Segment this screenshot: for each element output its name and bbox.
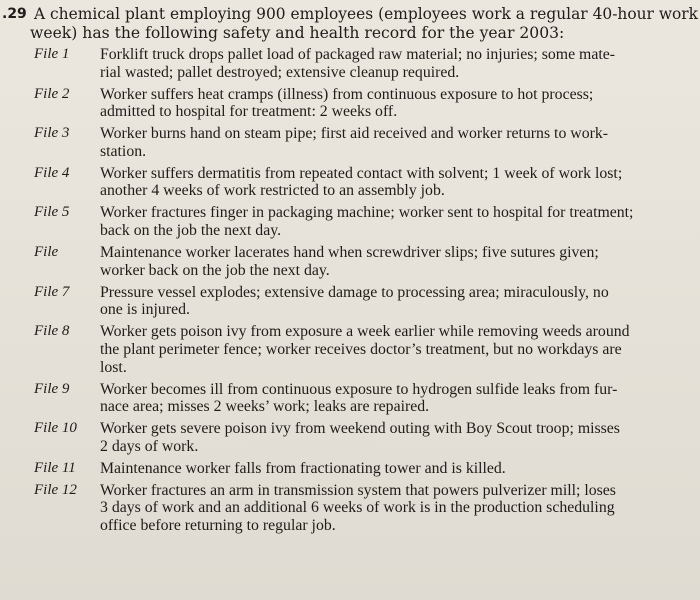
file-description-line: rial wasted; pallet destroyed; extensive cleanup required. [100,63,460,81]
file-description-line: Worker becomes ill from continuous exposure to hydrogen sulfide leaks from fur- [100,380,618,398]
file-label: File 3 [34,125,70,142]
file-description-line: worker back on the job the next day. [100,261,330,279]
file-description-line: admitted to hospital for treatment: 2 weeks off. [100,103,398,121]
file-description-line: Maintenance worker lacerates hand when screwdriver slips; five sutures given; [100,244,599,261]
file-description-line: Worker fractures an arm in transmission system that powers pulverizer mill; loses [100,481,616,499]
problem-number: .29 [2,6,27,22]
file-description-line: Worker burns hand on steam pipe; first aid received and worker returns to work- [100,125,609,143]
file-description-line: one is injured. [100,301,190,319]
file-description-line: Worker gets severe poison ivy from weekend outing with Boy Scout troop; misses [100,420,620,438]
file-label: File 8 [34,323,70,340]
file-label: File 5 [34,204,70,221]
file-description-line: Worker suffers heat cramps (illness) from continuous exposure to hot process; [100,85,594,103]
file-description-line: office before returning to regular job. [100,516,336,534]
file-description-line: 3 days of work and an additional 6 weeks of work is in the production scheduling [100,499,615,517]
file-label: File [34,244,59,260]
file-label: File 12 [34,481,77,498]
file-description-line: nace area; misses 2 weeks’ work; leaks are repaired. [100,398,430,416]
file-description-line: the plant perimeter fence; worker receives doctor’s treatment, but no workdays are [100,340,622,358]
file-description-line: Pressure vessel explodes; extensive damage to processing area; miraculously, no [100,283,609,301]
file-description-line: Maintenance worker falls from fractionating tower and is killed. [100,459,506,477]
file-label: File 11 [34,459,76,476]
file-description-line: another 4 weeks of work restricted to an assembly job. [100,182,445,200]
file-label: File 1 [34,46,70,62]
file-description-line: Forklift truck drops pallet load of packaged raw material; no injuries; some mate- [100,46,615,63]
file-label: File 10 [34,420,77,437]
file-label: File 7 [34,283,70,300]
file-label: File 9 [34,380,70,397]
file-description-line: 2 days of work. [100,437,199,455]
file-description-line: Worker fractures finger in packaging machine; worker sent to hospital for treatment; [100,204,634,222]
file-description-line: lost. [100,358,127,376]
file-label: File 4 [34,164,70,181]
file-description-line: back on the job the next day. [100,222,282,240]
problem-line: week) has the following safety and health record for the year 2003: [30,24,565,42]
problem-line: A chemical plant employing 900 employees (employees work a regular 40-hour work [34,5,699,23]
file-description-line: Worker gets poison ivy from exposure a week earlier while removing weeds around [100,323,630,341]
file-description-line: Worker suffers dermatitis from repeated contact with solvent; 1 week of work lost; [100,164,623,182]
file-description-line: station. [100,142,147,160]
file-label: File 2 [34,85,70,102]
